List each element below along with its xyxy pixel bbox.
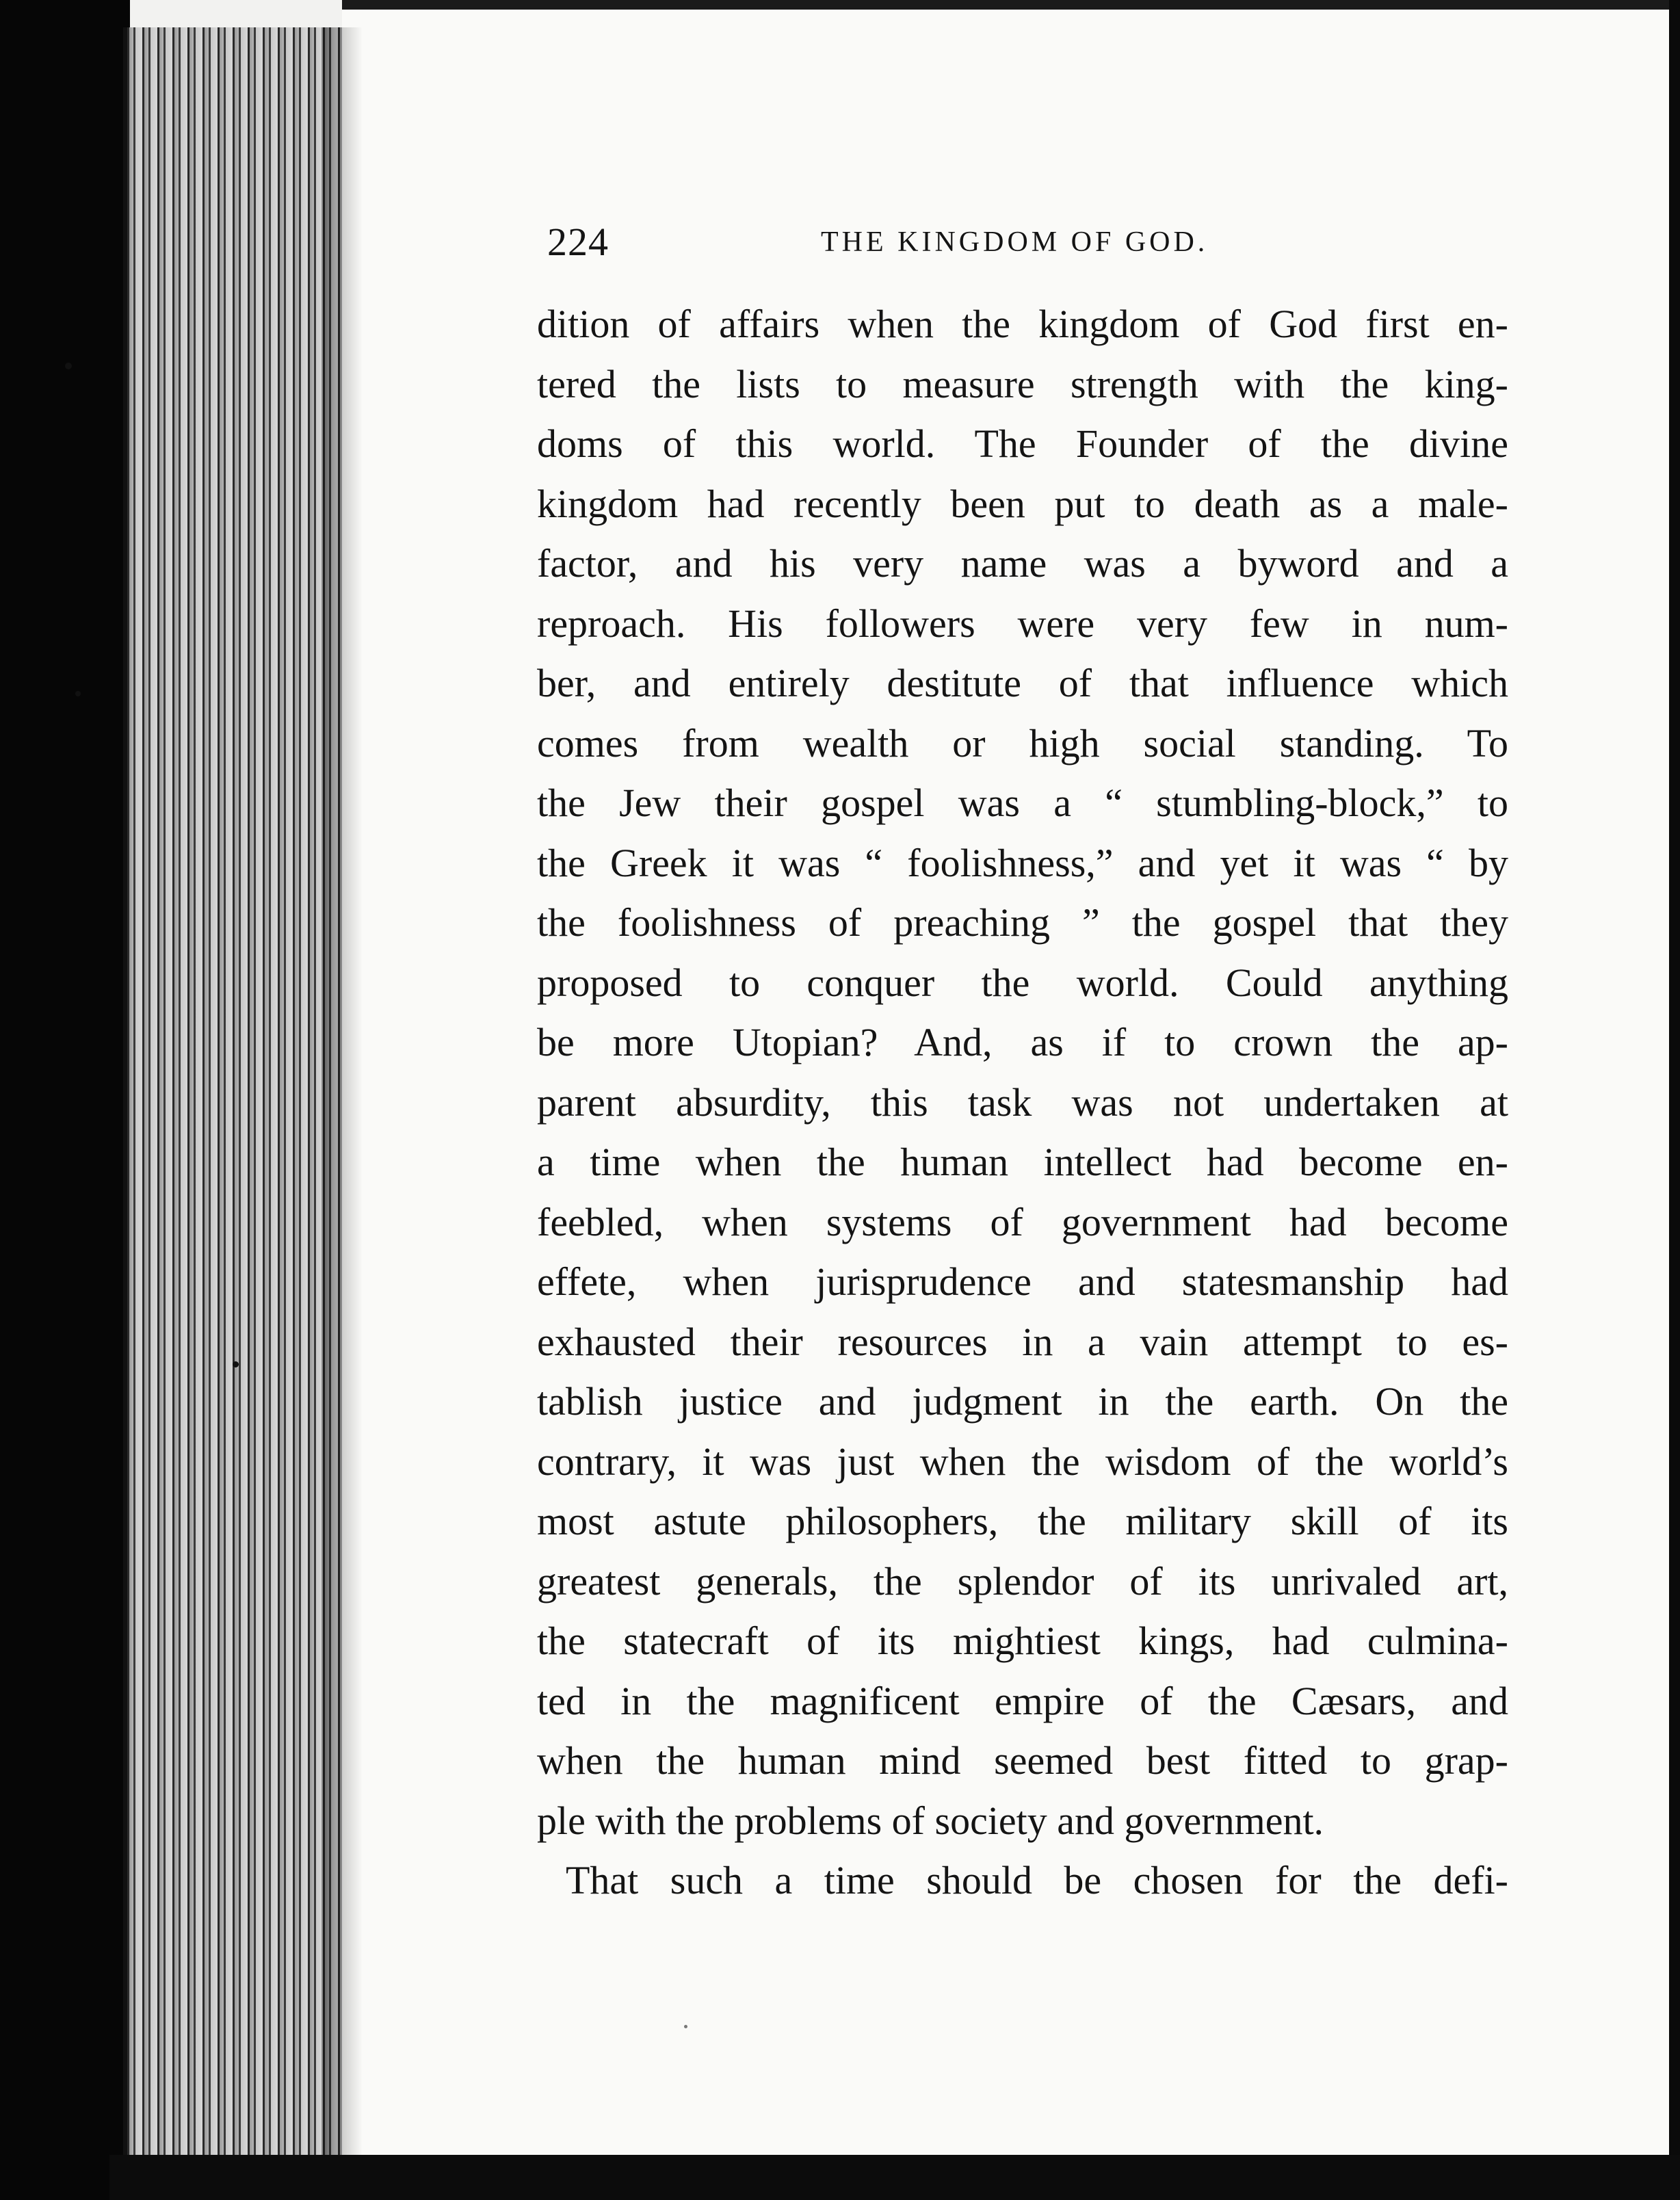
text-line: most astute philosophers, the military skill of its: [537, 1499, 1508, 1543]
running-head-title: THE KINGDOM OF GOD.: [821, 226, 1209, 258]
text-line: the Jew their gospel was a “ stumbling-block,” to: [537, 781, 1508, 825]
text-line: be more Utopian? And, as if to crown the ap-: [537, 1020, 1508, 1064]
text-line: exhausted their resources in a vain attempt to es-: [537, 1319, 1508, 1364]
text-line: dition of affairs when the kingdom of God first en-: [537, 302, 1508, 346]
text-line: comes from wealth or high social standing. To: [537, 720, 1508, 765]
page-top-edge: [342, 0, 1680, 10]
text-line: tered the lists to measure strength with the king-: [537, 361, 1508, 406]
scan-speck: [65, 363, 72, 369]
text-line: ple with the problems of society and government.: [537, 1798, 1324, 1843]
scan-speck: [233, 1361, 239, 1367]
text-line: reproach. His followers were very few in num-: [537, 601, 1508, 646]
text-line: doms of this world. The Founder of the divine: [537, 421, 1508, 466]
text-line: the foolishness of preaching ” the gospel that they: [537, 900, 1508, 945]
text-line: effete, when jurisprudence and statesmanship had: [537, 1259, 1508, 1304]
body-text: [537, 294, 1508, 1911]
text-line: factor, and his very name was a byword and a: [537, 541, 1508, 586]
text-line: parent absurdity, this task was not undertaken at: [537, 1079, 1508, 1125]
gutter-shadow: [321, 27, 363, 2155]
text-line: when the human mind seemed best fitted to grap-: [537, 1738, 1508, 1783]
scan-speck: [75, 691, 81, 696]
text-line: the statecraft of its mightiest kings, had culmina-: [537, 1619, 1508, 1663]
text-line: the Greek it was “ foolishness,” and yet it was “ by: [537, 840, 1508, 885]
page-right-edge: [1669, 0, 1680, 2200]
text-line: feebled, when systems of government had become: [537, 1199, 1508, 1244]
text-line: contrary, it was just when the wisdom of the world’s: [537, 1439, 1508, 1484]
text-line: proposed to conquer the world. Could anything: [537, 960, 1508, 1005]
text-line: greatest generals, the splendor of its unrivaled art,: [537, 1558, 1508, 1603]
scan-background: [0, 0, 130, 2200]
book-page-edges: [123, 27, 353, 2155]
paragraph-first-line: That such a time should be chosen for the defi-: [566, 1858, 1508, 1902]
text-line: a time when the human intellect had become en-: [537, 1140, 1508, 1184]
page-bottom-edge: [109, 2155, 1680, 2200]
page-number: 224: [547, 220, 609, 264]
text-line: kingdom had recently been put to death as a male-: [537, 481, 1508, 526]
text-line: ted in the magnificent empire of the Cæsars, and: [537, 1678, 1508, 1723]
running-head: [547, 219, 1512, 274]
text-line: ber, and entirely destitute of that influence which: [537, 661, 1508, 705]
scan-speck: [684, 2025, 687, 2028]
text-line: tablish justice and judgment in the earth. On the: [537, 1379, 1508, 1424]
